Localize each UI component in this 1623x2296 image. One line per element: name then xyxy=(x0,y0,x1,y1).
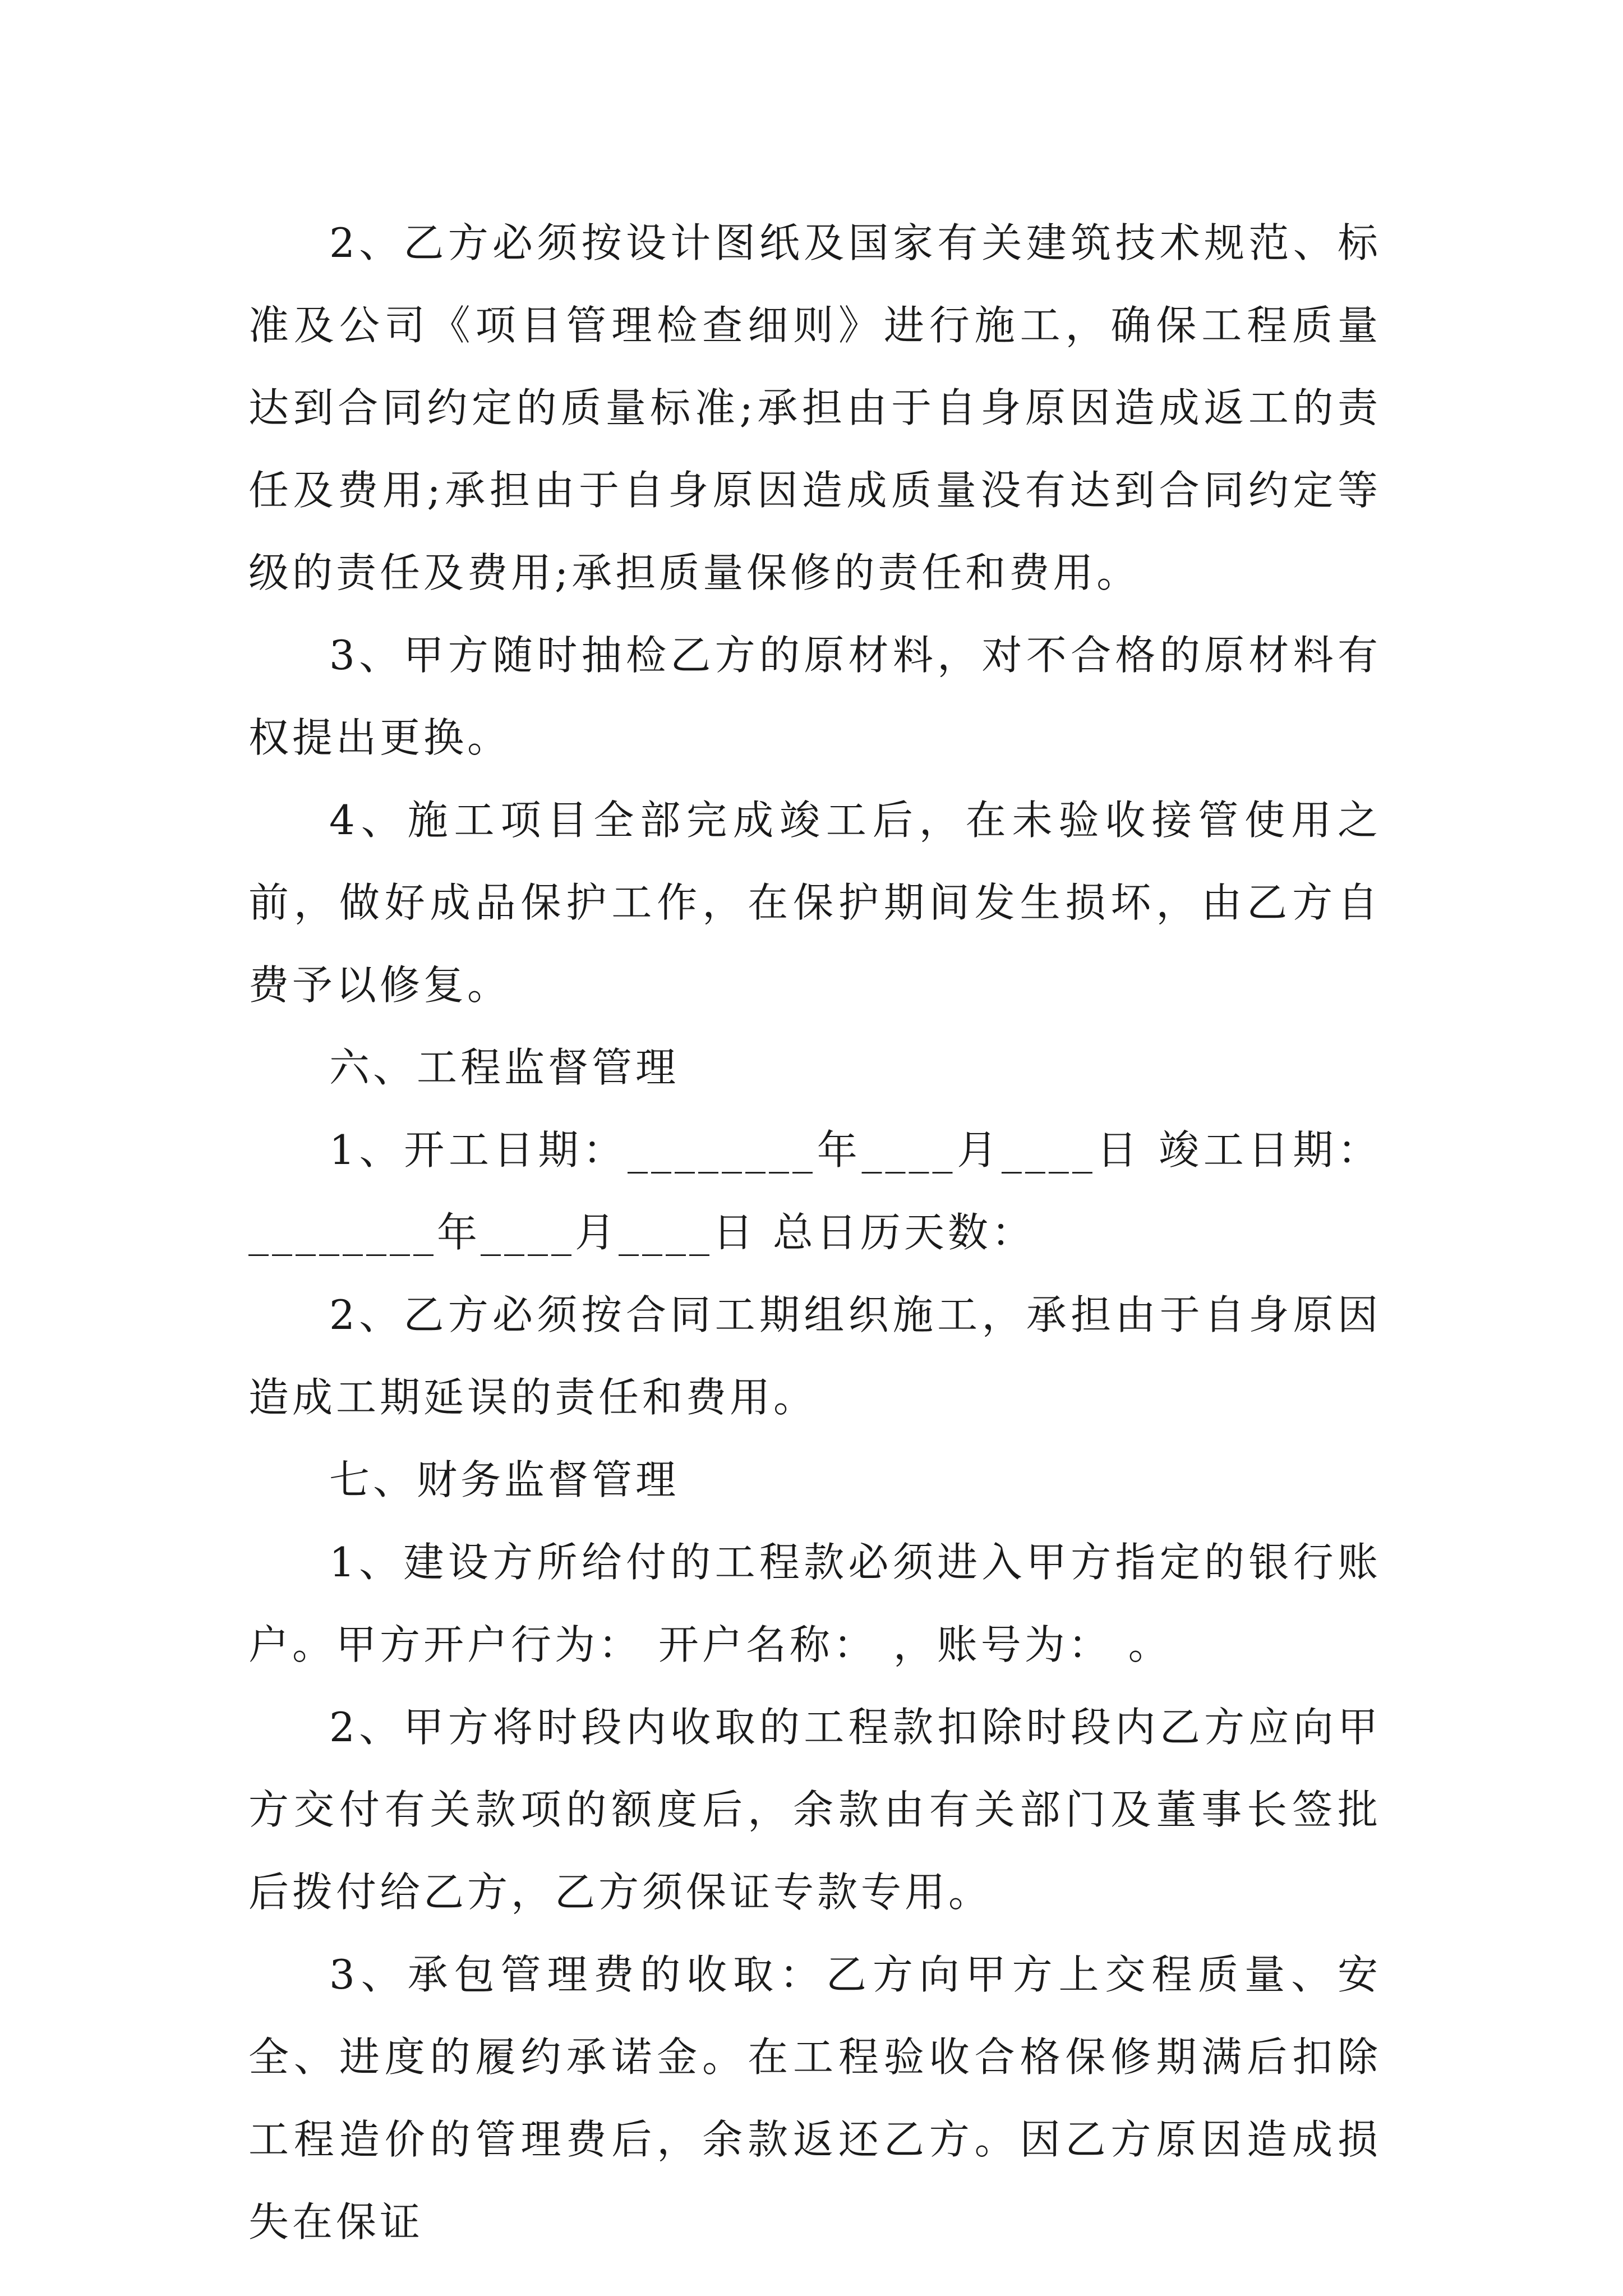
section-heading-project-supervision: 六、工程监督管理 xyxy=(329,1044,680,1091)
document-body xyxy=(248,202,1381,2263)
paragraph-construction-dates: 1、开工日期：________年____月____日 竣工日期：________年____月____日 总日历天数： xyxy=(248,1126,1381,1256)
paragraph-material-inspection: 3、甲方随时抽检乙方的原材料，对不合格的原材料有权提出更换。 xyxy=(248,632,1381,761)
paragraph-schedule-responsibility: 2、乙方必须按合同工期组织施工，承担由于自身原因造成工期延误的责任和费用。 xyxy=(248,1291,1381,1421)
paragraph-bank-account: 1、建设方所给付的工程款必须进入甲方指定的银行账户。甲方开户行为： 开户名称： ，账号为： 。 xyxy=(248,1539,1381,1668)
paragraph-quality-standards: 2、乙方必须按设计图纸及国家有关建筑技术规范、标准及公司《项目管理检查细则》进行施工，确保工程质量达到合同约定的质量标准;承担由于自身原因造成返工的责任及费用;承担由于自身原因造成质量没有达到合同约定等级的责任及费用;承担质量保修的责任和费用。 xyxy=(248,219,1381,596)
paragraph-product-protection: 4、施工项目全部完成竣工后，在未验收接管使用之前，做好成品保护工作，在保护期间发生损坏，由乙方自费予以修复。 xyxy=(248,797,1381,1009)
paragraph-payment-disbursement: 2、甲方将时段内收取的工程款扣除时段内乙方应向甲方交付有关款项的额度后，余款由有关部门及董事长签批后拨付给乙方，乙方须保证专款专用。 xyxy=(248,1704,1381,1916)
section-heading-financial-supervision: 七、财务监督管理 xyxy=(329,1456,680,1503)
paragraph-management-fee: 3、承包管理费的收取：乙方向甲方上交程质量、安全、进度的履约承诺金。在工程验收合格保修期满后扣除工程造价的管理费后，余款返还乙方。因乙方原因造成损失在保证 xyxy=(248,1951,1381,2246)
